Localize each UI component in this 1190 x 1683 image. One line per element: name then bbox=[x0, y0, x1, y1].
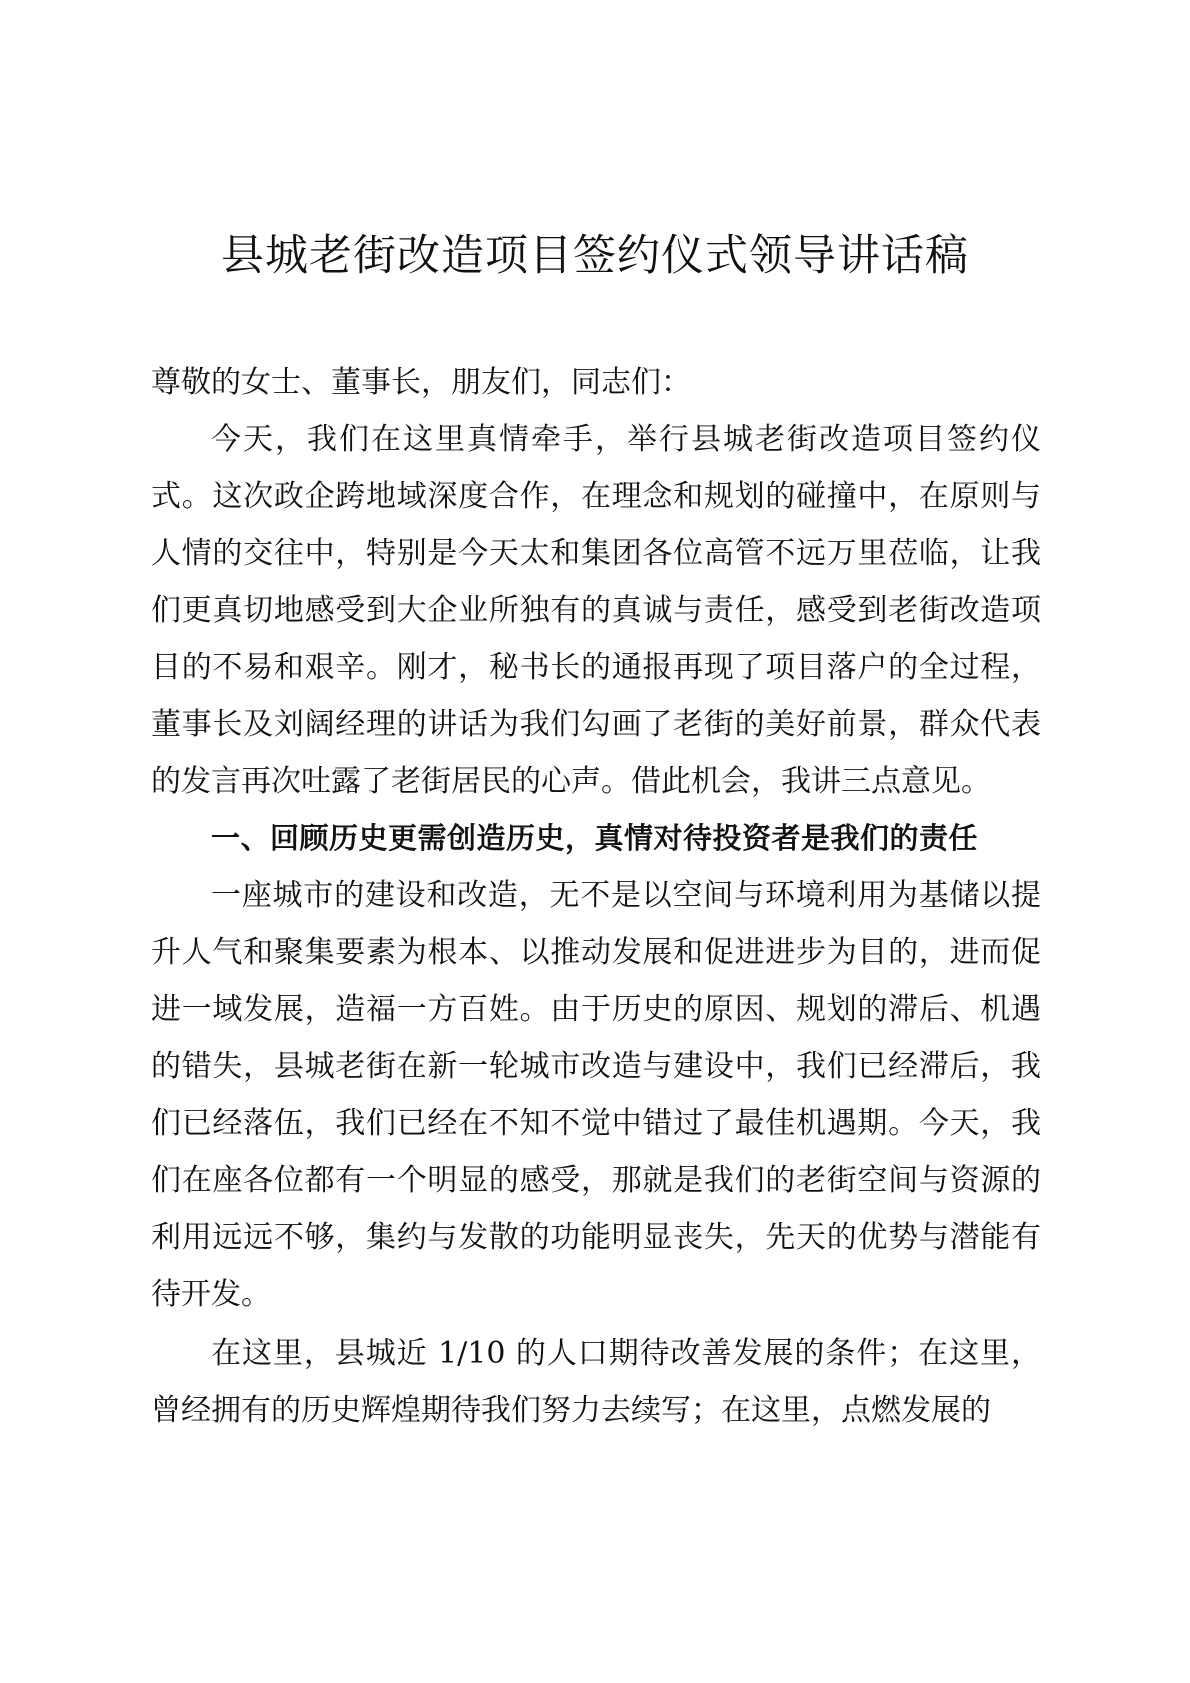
document-title: 县城老街改造项目签约仪式领导讲话稿 bbox=[221, 231, 969, 281]
paragraph-section-2: 在这里，县城近 1/10 的人口期待改善发展的条件；在这里，曾经拥有的历史辉煌期待我们努力去续写；在这里，点燃发展的 bbox=[151, 1336, 1041, 1428]
section-heading-1: 一、回顾历史更需创造历史，真情对待投资者是我们的责任 bbox=[211, 821, 979, 855]
salutation: 尊敬的女士、董事长，朋友们，同志们： bbox=[151, 365, 691, 400]
document-body bbox=[151, 354, 1041, 1439]
paragraph-section-1: 一座城市的建设和改造，无不是以空间与环境利用为基储以提升人气和聚集要素为根本、以推动发展和促进进步为目的，进而促进一域发展，造福一方百姓。由于历史的原因、规划的滞后、机遇的错失，县城老街在新一轮城市改造与建设中，我们已经滞后，我们已经落伍，我们已经在不知不觉中错过了最佳机遇期。今天，我们在座各位都有一个明显的感受，那就是我们的老街空间与资源的利用远远不够，集约与发散的功能明显丧失，先天的优势与潜能有待开发。 bbox=[151, 878, 1041, 1312]
paragraph-opening: 今天，我们在这里真情牵手，举行县城老街改造项目签约仪式。这次政企跨地域深度合作，在理念和规划的碰撞中，在原则与人情的交往中，特别是今天太和集团各位高管不远万里莅临，让我们更真切地感受到大企业所独有的真诚与责任，感受到老街改造项目的不易和艰辛。刚才，秘书长的通报再现了项目落户的全过程，董事长及刘阔经理的讲话为我们勾画了老街的美好前景，群众代表的发言再次吐露了老街居民的心声。借此机会，我讲三点意见。 bbox=[151, 422, 1041, 799]
